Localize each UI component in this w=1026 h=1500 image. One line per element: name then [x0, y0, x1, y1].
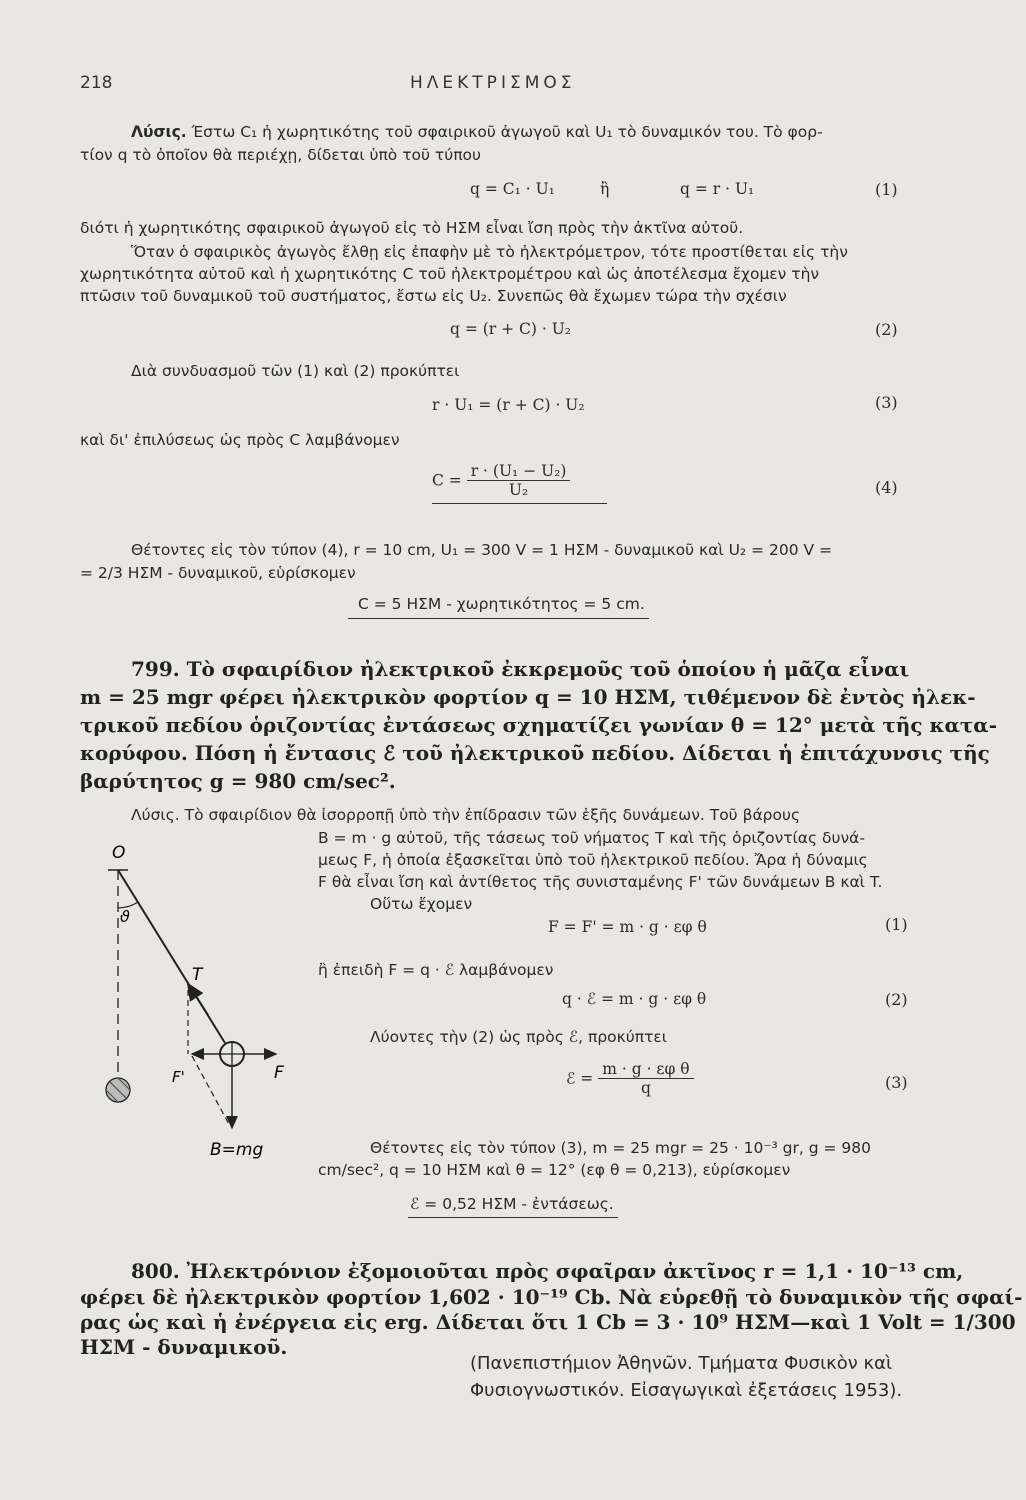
solution-799-equation-3	[566, 1060, 694, 1097]
equation-4-left: C =	[432, 471, 462, 490]
tension-arrow	[188, 984, 208, 1015]
page-number: 218	[80, 73, 113, 93]
resultant-line	[192, 1056, 230, 1126]
substitution-line1: Θέτοντες εἰς τὸν τύπον (4), r = 10 cm, U₁ = 300 V = 1 ΗΣΜ - δυναμικοῦ καὶ U₂ = 200 V =	[131, 541, 832, 559]
label-T: T	[192, 965, 203, 985]
label-theta: ϑ	[120, 907, 130, 926]
problem-800-line1: 800. Ἠλεκτρόνιον ἐξομοιοῦται πρὸς σφαῖραν ἀκτῖνος r = 1,1 · 10⁻¹³ cm,	[131, 1259, 964, 1283]
solution-799-since-line: ἢ ἐπειδὴ F = q · ℰ λαμβάνομεν	[318, 961, 554, 979]
running-title: ΗΛΕΚΤΡΙΣΜΟΣ	[410, 73, 576, 93]
solution-799-label: Λύσις.	[131, 806, 180, 824]
equation-1-or: ἢ	[600, 180, 610, 198]
equation-4-number: (4)	[875, 478, 898, 497]
source-line2: Φυσιογνωστικόν. Εἰσαγωγικαὶ ἐξετάσεις 1953).	[470, 1380, 903, 1401]
equation-2-number: (2)	[875, 320, 898, 339]
problem-799-line2: m = 25 mgr φέρει ἠλεκτρικὸν φορτίον q = 10 ΗΣΜ, τιθέμενον δὲ ἐντὸς ἠλεκ-	[80, 685, 976, 709]
equation-1-left: q = C₁ · U₁	[470, 180, 555, 198]
paragraph2-line3: πτῶσιν τοῦ δυναμικοῦ τοῦ συστήματος, ἔστω εἰς U₂. Συνεπῶς θὰ ἔχωμεν τώρα τὴν σχέσιν	[80, 287, 787, 305]
solution-799-solve-line: Λύοντες τὴν (2) ὡς πρὸς ℰ, προκύπτει	[370, 1028, 668, 1046]
pendulum-string	[118, 870, 225, 1043]
solution-799-equation-1: F = F' = m · g · εφ θ	[548, 918, 707, 936]
solution-799-equation-3-number: (3)	[885, 1073, 908, 1092]
solution-799-equation-3-numerator: m · g · εφ θ	[602, 1060, 690, 1078]
label-B: B=mg	[210, 1140, 264, 1160]
problem-799-line3: τρικοῦ πεδίου ὁριζοντίας ἐντάσεως σχηματίζει γωνίαν θ = 12° μετὰ τῆς κατα-	[80, 713, 997, 737]
solution-intro-text: Έστω C₁ ἡ χωρητικότης τοῦ σφαιρικοῦ ἀγωγοῦ καὶ U₁ τὸ δυναμικόν του. Τὸ φορ-	[191, 123, 823, 141]
equation-3: r · U₁ = (r + C) · U₂	[432, 396, 585, 414]
solution-799-equation-1-number: (1)	[885, 915, 908, 934]
problem-799-line4: κορύφου. Πόση ἡ ἔντασις ℰ τοῦ ἠλεκτρικοῦ πεδίου. Δίδεται ἡ ἐπιτάχυνσις τῆς	[80, 741, 990, 765]
solution-799-equation-3-left: ℰ =	[566, 1069, 594, 1088]
solve-line: καὶ δι' ἐπιλύσεως ὡς πρὸς C λαμβάνομεν	[80, 431, 400, 449]
label-F: F	[274, 1063, 284, 1083]
problem-799-line1: 799. Τὸ σφαιρίδιον ἠλεκτρικοῦ ἐκκρεμοῦς τοῦ ὁποίου ἡ μᾶζα εἶναι	[131, 657, 910, 681]
result-capacity: C = 5 ΗΣΜ - χωρητικότητος = 5 cm.	[348, 594, 649, 619]
equation-4	[432, 462, 607, 504]
solution-799-substitution-line1: Θέτοντες εἰς τὸν τύπον (3), m = 25 mgr = 25 · 10⁻³ gr, g = 980	[370, 1139, 871, 1157]
label-O: O	[112, 843, 126, 863]
equation-2: q = (r + C) · U₂	[450, 320, 572, 338]
source-line1: (Πανεπιστήμιον Ἀθηνῶν. Τμήματα Φυσικὸν καὶ	[470, 1353, 893, 1374]
problem-799-line5: βαρύτητος g = 980 cm/sec².	[80, 769, 396, 793]
pendulum-diagram	[80, 830, 320, 1170]
equation-4-numerator: r · (U₁ − U₂)	[470, 462, 567, 480]
solution-799-line2: B = m · g αὐτοῦ, τῆς τάσεως τοῦ νήματος T καὶ τῆς ὁριζοντίας δυνά-	[318, 829, 865, 847]
solution-799-line5: Οὕτω ἔχομεν	[370, 895, 473, 913]
solution-799-line3: μεως F, ἡ ὁποία ἐξασκεῖται ὑπὸ τοῦ ἠλεκτρικοῦ πεδίου. Ἄρα ἡ δύναμις	[318, 851, 868, 869]
solution-799-result: ℰ = 0,52 ΗΣΜ - ἐντάσεως.	[408, 1194, 618, 1218]
substitution-line2: = 2/3 ΗΣΜ - δυναμικοῦ, εὑρίσκομεν	[80, 564, 356, 582]
paragraph2-line2: χωρητικότητα αὐτοῦ καὶ ἡ χωρητικότης C τοῦ ἠλεκτρομέτρου καὶ ὡς ἀποτέλεσμα ἔχομεν τὴν	[80, 265, 820, 283]
paragraph2-line1: Ὅταν ὁ σφαιρικὸς ἀγωγὸς ἔλθῃ εἰς ἐπαφὴν μὲ τὸ ἠλεκτρόμετρον, τότε προστίθεται εἰς τὴν	[131, 243, 848, 261]
solution-799-equation-2-number: (2)	[885, 990, 908, 1009]
combine-line: Διὰ συνδυασμοῦ τῶν (1) καὶ (2) προκύπτει	[131, 362, 460, 380]
equation-4-denominator: U₂	[467, 480, 571, 499]
equation-1-right: q = r · U₁	[680, 180, 755, 198]
solution-label: Λύσις.	[131, 123, 187, 141]
problem-800-line4: ΗΣΜ - δυναμικοῦ.	[80, 1335, 288, 1359]
solution-799-substitution-line2: cm/sec², q = 10 ΗΣΜ καὶ θ = 12° (εφ θ = 0,213), εὑρίσκομεν	[318, 1161, 791, 1179]
label-F-prime: F'	[172, 1068, 185, 1086]
solution-799-equation-2: q · ℰ = m · g · εφ θ	[562, 990, 707, 1008]
equation-3-number: (3)	[875, 393, 898, 412]
solution-799-text1: Τὸ σφαιρίδιον θὰ ἰσορροπῇ ὑπὸ τὴν ἐπίδρασιν τῶν ἑξῆς δυνάμεων. Τοῦ βάρους	[184, 806, 801, 824]
because-line: διότι ἡ χωρητικότης σφαιρικοῦ ἀγωγοῦ εἰς τὸ ΗΣΜ εἶναι ἴση πρὸς τὴν ἀκτῖνα αὐτοῦ.	[80, 219, 744, 237]
problem-800-line3: ρας ὡς καὶ ἡ ἐνέργεια εἰς erg. Δίδεται ὅτι 1 Cb = 3 · 10⁹ ΗΣΜ—καὶ 1 Volt = 1/300	[80, 1310, 1016, 1334]
equation-1-number: (1)	[875, 180, 898, 199]
solution-799-line4: F θὰ εἶναι ἴση καὶ ἀντίθετος τῆς συνισταμένης F' τῶν δυνάμεων B καὶ T.	[318, 873, 883, 891]
solution-799-line1	[131, 805, 800, 825]
solution-intro-line1	[131, 122, 823, 142]
problem-800-line2: φέρει δὲ ἠλεκτρικὸν φορτίον 1,602 · 10⁻¹⁹ Cb. Νὰ εὑρεθῇ τὸ δυναμικὸν τῆς σφαί-	[80, 1285, 1023, 1309]
solution-intro-line2: τίον q τὸ ὁποῖον θὰ περιέχῃ, δίδεται ὑπὸ τοῦ τύπου	[80, 146, 482, 164]
solution-799-equation-3-denominator: q	[598, 1078, 693, 1097]
